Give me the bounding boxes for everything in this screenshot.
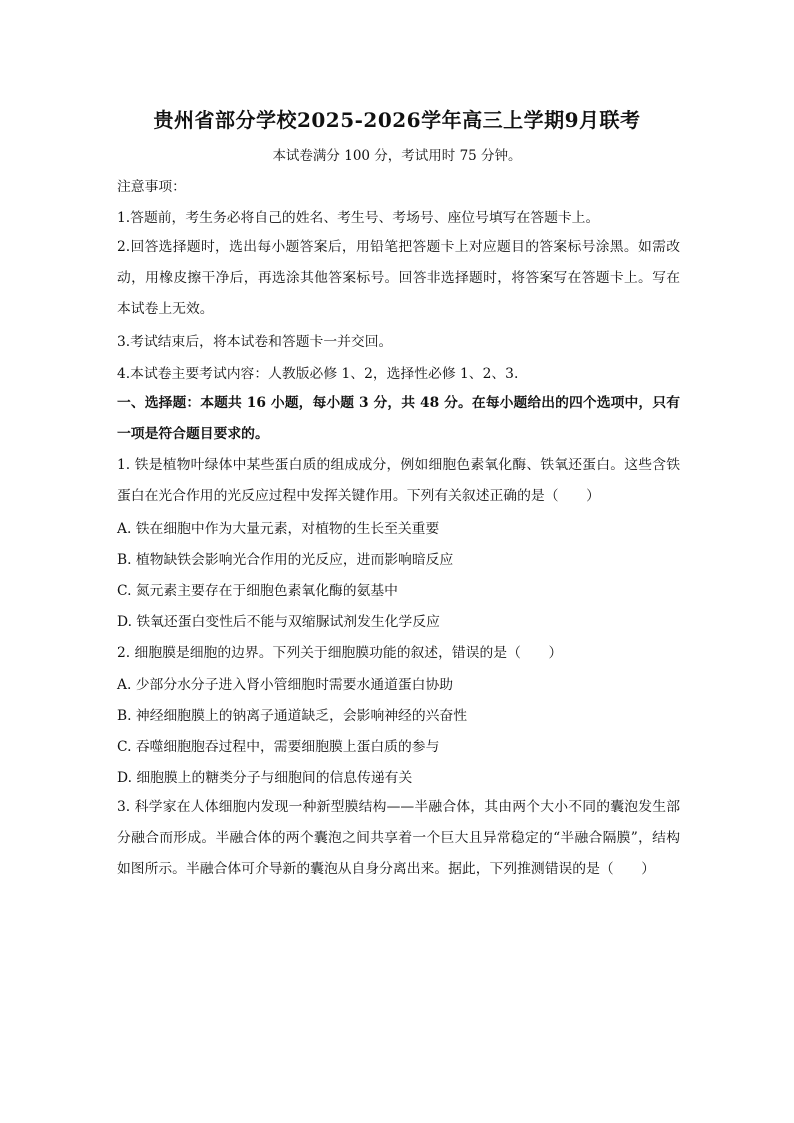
notice-item: 1.答题前，考生务必将自己的姓名、考生号、考场号、座位号填写在答题卡上。: [117, 210, 600, 226]
section-heading: 一、选择题：本题共 16 小题，每小题 3 分，共 48 分。在每小题给出的四个选项中，只有一项是符合题目要求的。: [117, 395, 680, 442]
question-option: A. 铁在细胞中作为大量元素，对植物的生长至关重要: [117, 521, 440, 537]
question-option: B. 植物缺铁会影响光合作用的光反应，进而影响暗反应: [117, 552, 454, 568]
notice-heading: 注意事项：: [117, 179, 186, 195]
page-title: 贵州省部分学校2025-2026学年高三上学期9月联考: [153, 108, 641, 132]
exam-info: 本试卷满分 100 分，考试用时 75 分钟。: [272, 148, 522, 164]
notice-item: 4.本试卷主要考试内容：人教版必修 1、2，选择性必修 1、2、3.: [117, 366, 519, 382]
question-stem: 2. 细胞膜是细胞的边界。下列关于细胞膜功能的叙述，错误的是（ ）: [117, 645, 563, 661]
question-option: D. 细胞膜上的糖类分子与细胞间的信息传递有关: [117, 770, 413, 786]
question-option: C. 氮元素主要存在于细胞色素氧化酶的氨基中: [117, 583, 398, 599]
question-option: C. 吞噬细胞胞吞过程中，需要细胞膜上蛋白质的参与: [117, 739, 440, 755]
notice-item: 3.考试结束后，将本试卷和答题卡一并交回。: [117, 334, 393, 350]
notice-item: 2.回答选择题时，选出每小题答案后，用铅笔把答题卡上对应题目的答案标号涂黑。如需改动，用橡皮擦干净后，再选涂其他答案标号。回答非选择题时，将答案写在答题卡上。写在本试卷上无效。: [117, 239, 680, 317]
question-stem: 3. 科学家在人体细胞内发现一种新型膜结构——半融合体，其由两个大小不同的囊泡发生部分融合而形成。半融合体的两个囊泡之间共享着一个巨大且异常稳定的“半融合隔膜”，结构如图所示。半融合体可介导新的囊泡从自身分离出来。据此，下列推测错误的是（ ）: [117, 799, 680, 877]
question-option: B. 神经细胞膜上的钠离子通道缺乏，会影响神经的兴奋性: [117, 708, 468, 724]
question-option: D. 铁氧还蛋白变性后不能与双缩脲试剂发生化学反应: [117, 614, 440, 630]
question-stem: 1. 铁是植物叶绿体中某些蛋白质的组成成分，例如细胞色素氧化酶、铁氧还蛋白。这些含铁蛋白在光合作用的光反应过程中发挥关键作用。下列有关叙述正确的是（ ）: [117, 457, 680, 504]
question-option: A. 少部分水分子进入肾小管细胞时需要水通道蛋白协助: [117, 677, 454, 693]
